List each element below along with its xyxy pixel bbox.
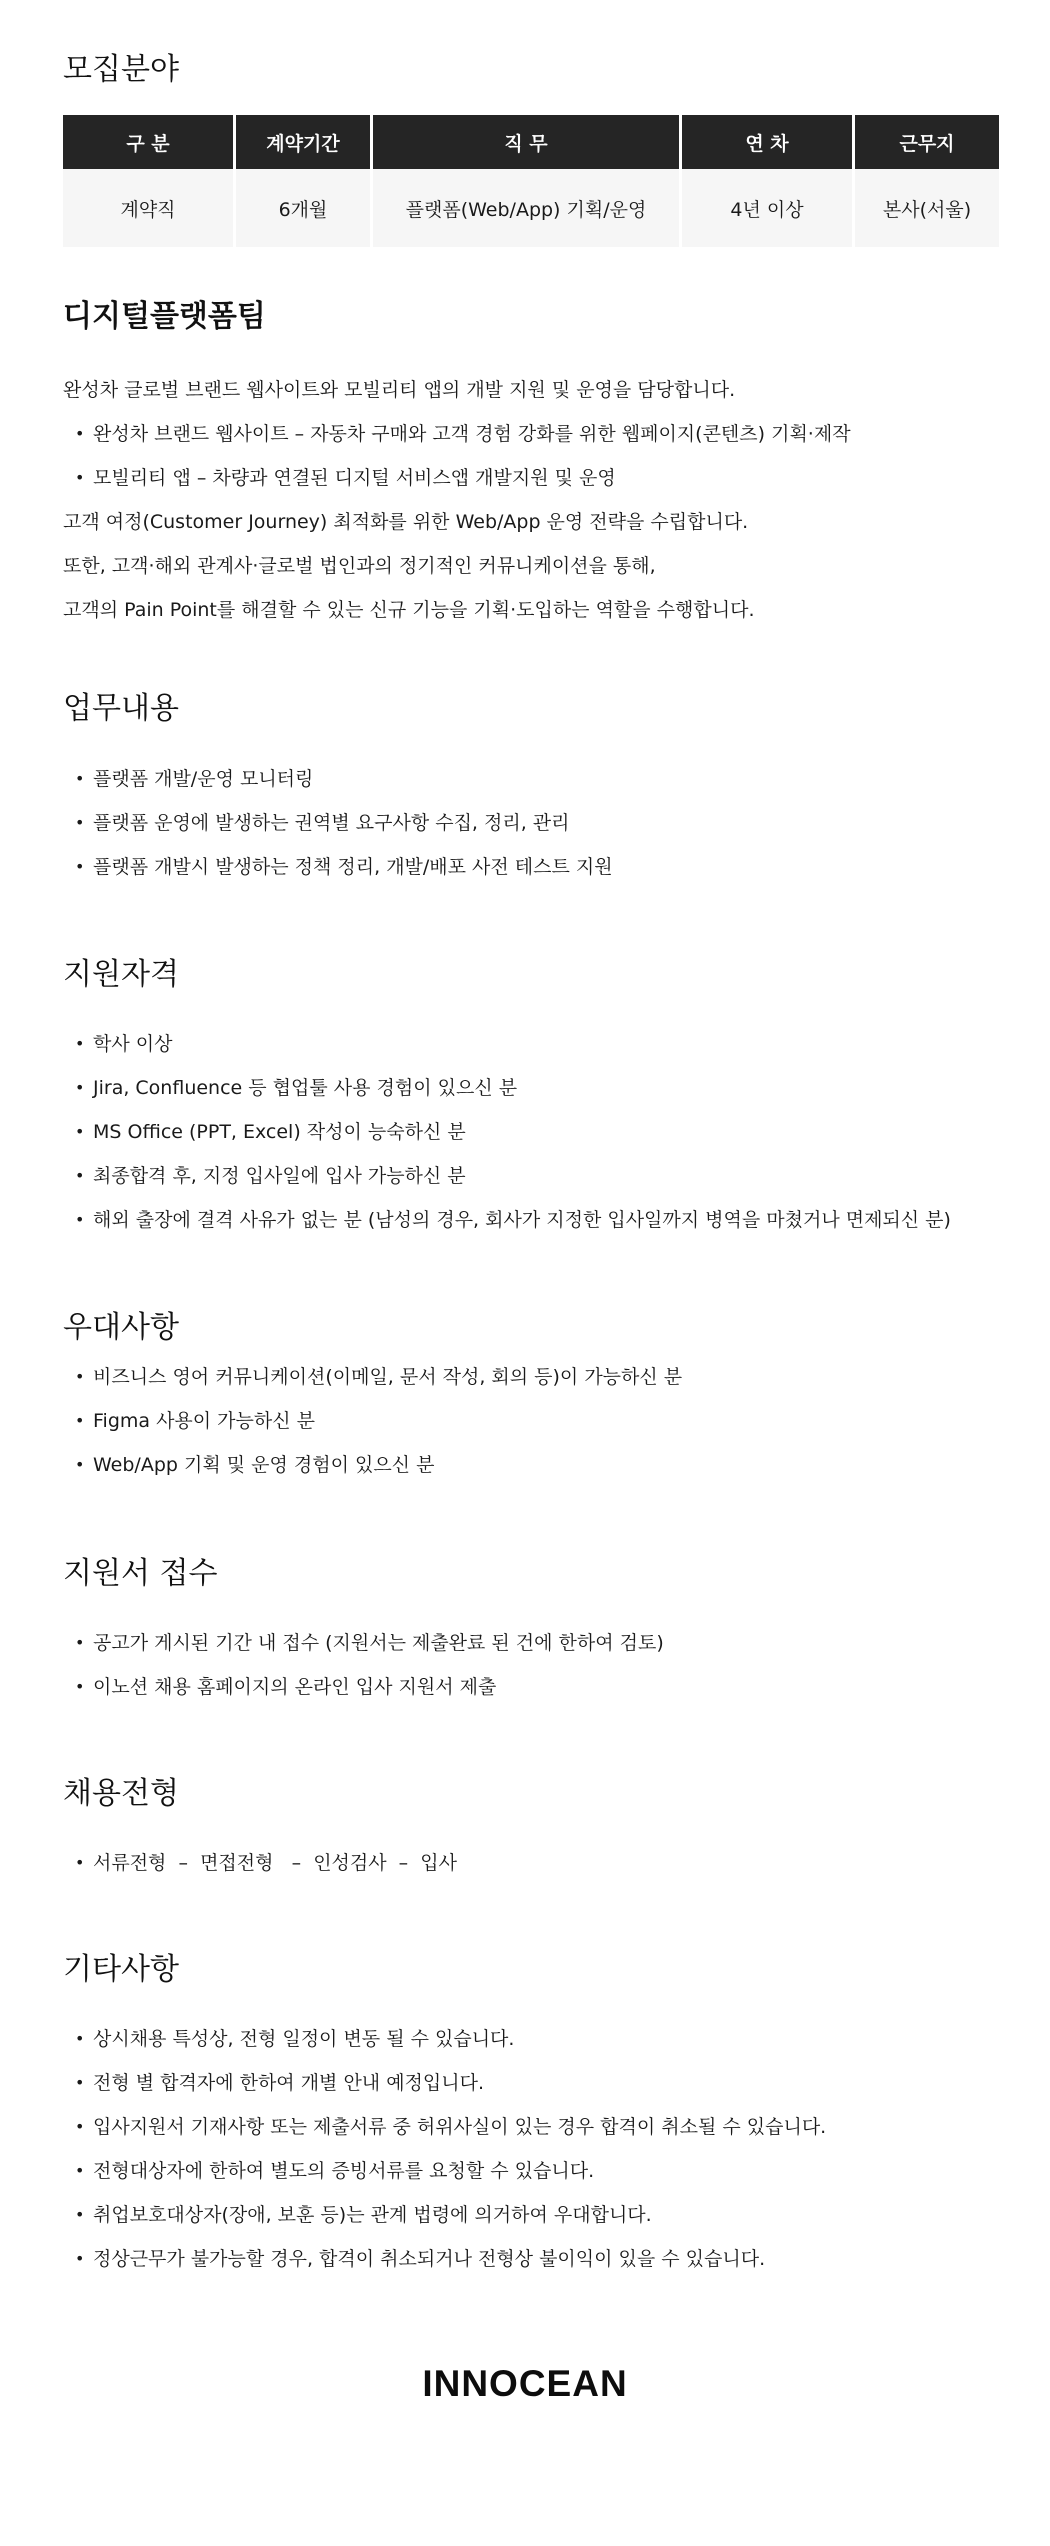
bullet-icon: • <box>75 1367 85 1386</box>
recruit-section-title: 모집분야 <box>63 52 179 87</box>
innocean-logo: INNOCEAN <box>422 2363 628 2404</box>
process-title: 채용전형 <box>63 1776 179 1811</box>
preferred-list <box>63 1355 682 1487</box>
etc-title: 기타사항 <box>63 1952 179 1987</box>
recruit-table <box>60 115 1002 247</box>
list-item: • Web/App 기획 및 운영 경험이 있으신 분 <box>63 1443 682 1487</box>
table-cell: 4년 이상 <box>682 169 852 247</box>
list-item: • 전형 별 합격자에 한하여 개별 안내 예정입니다. <box>63 2061 826 2105</box>
bullet-icon: • <box>75 1166 85 1185</box>
list-item: • 취업보호대상자(장애, 보훈 등)는 관계 법령에 의거하여 우대합니다. <box>63 2193 826 2237</box>
apply-title: 지원서 접수 <box>63 1556 218 1591</box>
table-row <box>63 169 999 247</box>
team-title: 디지털플랫폼팀 <box>63 299 266 334</box>
bullet-icon: • <box>75 857 85 876</box>
column-header: 구 분 <box>63 115 233 169</box>
team-intro: 완성차 글로벌 브랜드 웹사이트와 모빌리티 앱의 개발 지원 및 운영을 담당합니다. <box>63 379 736 401</box>
bullet-icon: • <box>75 2073 85 2092</box>
bullet-icon: • <box>75 813 85 832</box>
column-header: 근무지 <box>855 115 999 169</box>
bullet-icon: • <box>75 2029 85 2048</box>
list-item: • 이노션 채용 홈페이지의 온라인 입사 지원서 제출 <box>63 1665 664 1709</box>
column-header: 직 무 <box>373 115 679 169</box>
qualifications-list <box>63 1022 951 1242</box>
table-cell: 본사(서울) <box>855 169 999 247</box>
team-bullets <box>63 412 851 500</box>
bullet-icon: • <box>75 1122 85 1141</box>
bullet-icon: • <box>75 1411 85 1430</box>
bullet-icon: • <box>75 1078 85 1097</box>
duties-title: 업무내용 <box>63 691 179 726</box>
list-item: • 정상근무가 불가능할 경우, 합격이 취소되거나 전형상 불이익이 있을 수 있습니다. <box>63 2237 826 2281</box>
column-header: 연 차 <box>682 115 852 169</box>
list-item: • 입사지원서 기재사항 또는 제출서류 중 허위사실이 있는 경우 합격이 취소될 수 있습니다. <box>63 2105 826 2149</box>
bullet-icon: • <box>75 1853 85 1872</box>
list-item: • 플랫폼 운영에 발생하는 권역별 요구사항 수집, 정리, 관리 <box>63 801 613 845</box>
list-item: • 학사 이상 <box>63 1022 951 1066</box>
list-item: • MS Office (PPT, Excel) 작성이 능숙하신 분 <box>63 1110 951 1154</box>
bullet-icon: • <box>75 2117 85 2136</box>
bullet-icon: • <box>75 1677 85 1696</box>
recruit-table-header <box>63 115 999 169</box>
duties-list <box>63 757 613 889</box>
list-item: • 해외 출장에 결격 사유가 없는 분 (남성의 경우, 회사가 지정한 입사일까지 병역을 마쳤거나 면제되신 분) <box>63 1198 951 1242</box>
bullet-icon: • <box>75 1034 85 1053</box>
bullet-icon: • <box>75 468 85 487</box>
bullet-icon: • <box>75 2161 85 2180</box>
team-line: 고객의 Pain Point를 해결할 수 있는 신규 기능을 기획·도입하는 역할을 수행합니다. <box>63 599 755 621</box>
bullet-icon: • <box>75 2205 85 2224</box>
list-item: • 서류전형 – 면접전형 – 인성검사 – 입사 <box>63 1841 457 1885</box>
apply-list <box>63 1621 664 1709</box>
list-item: • 완성차 브랜드 웹사이트 – 자동차 구매와 고객 경험 강화를 위한 웹페이지(콘텐츠) 기획·제작 <box>63 412 851 456</box>
bullet-icon: • <box>75 1210 85 1229</box>
bullet-icon: • <box>75 1633 85 1652</box>
bullet-icon: • <box>75 424 85 443</box>
list-item: • 모빌리티 앱 – 차량과 연결된 디지털 서비스앱 개발지원 및 운영 <box>63 456 851 500</box>
bullet-icon: • <box>75 2249 85 2268</box>
bullet-icon: • <box>75 769 85 788</box>
column-header: 계약기간 <box>236 115 370 169</box>
preferred-title: 우대사항 <box>63 1310 179 1345</box>
list-item: • 상시채용 특성상, 전형 일정이 변동 될 수 있습니다. <box>63 2017 826 2061</box>
list-item: • 최종합격 후, 지정 입사일에 입사 가능하신 분 <box>63 1154 951 1198</box>
table-cell: 플랫폼(Web/App) 기획/운영 <box>373 169 679 247</box>
list-item: • 플랫폼 개발시 발생하는 정책 정리, 개발/배포 사전 테스트 지원 <box>63 845 613 889</box>
process-list <box>63 1841 457 1885</box>
list-item: • 공고가 게시된 기간 내 접수 (지원서는 제출완료 된 건에 한하여 검토) <box>63 1621 664 1665</box>
etc-list <box>63 2017 826 2281</box>
qualifications-title: 지원자격 <box>63 957 179 992</box>
list-item: • 비즈니스 영어 커뮤니케이션(이메일, 문서 작성, 회의 등)이 가능하신 분 <box>63 1355 682 1399</box>
list-item: • 전형대상자에 한하여 별도의 증빙서류를 요청할 수 있습니다. <box>63 2149 826 2193</box>
table-cell: 계약직 <box>63 169 233 247</box>
bullet-icon: • <box>75 1455 85 1474</box>
list-item: • Jira, Confluence 등 협업툴 사용 경험이 있으신 분 <box>63 1066 951 1110</box>
list-item: • Figma 사용이 가능하신 분 <box>63 1399 682 1443</box>
list-item: • 플랫폼 개발/운영 모니터링 <box>63 757 613 801</box>
table-cell: 6개월 <box>236 169 370 247</box>
team-line: 또한, 고객·해외 관계사·글로벌 법인과의 정기적인 커뮤니케이션을 통해, <box>63 555 656 577</box>
team-line: 고객 여정(Customer Journey) 최적화를 위한 Web/App 운영 전략을 수립합니다. <box>63 511 749 533</box>
